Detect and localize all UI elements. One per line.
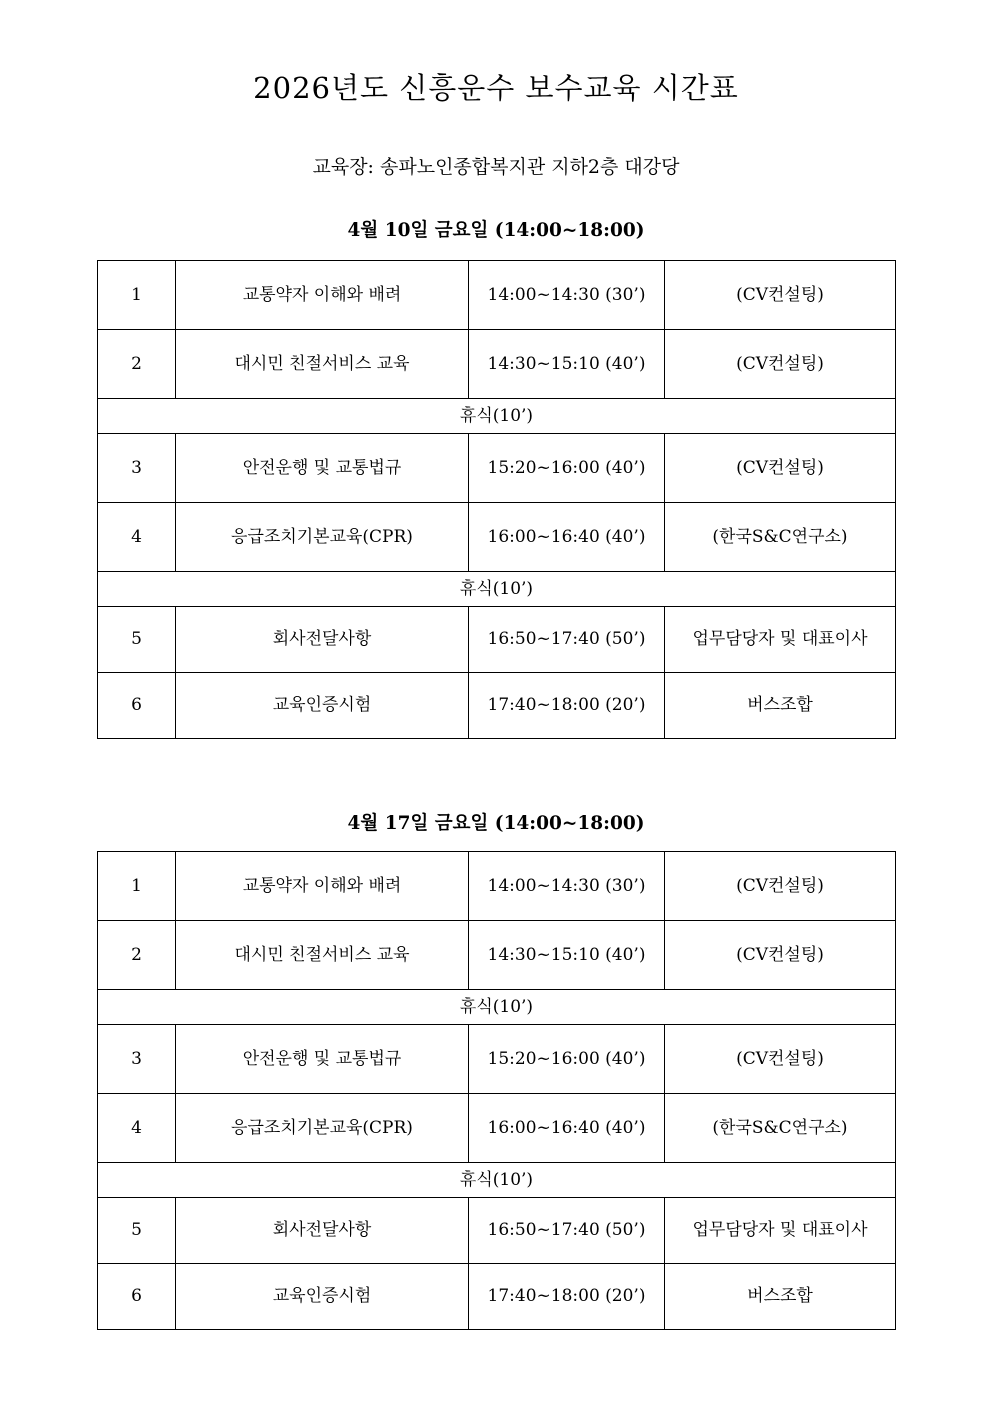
row-number: 2 — [98, 330, 176, 399]
table-row — [98, 1198, 896, 1264]
course-title: 안전운행 및 교통법규 — [176, 1025, 469, 1094]
break-label: 휴식(10’) — [98, 990, 896, 1025]
break-label: 휴식(10’) — [98, 572, 896, 607]
table-row — [98, 921, 896, 990]
course-time: 17:40~18:00 (20’) — [469, 1264, 665, 1330]
schedule-table-1 — [97, 260, 896, 739]
table-row — [98, 673, 896, 739]
course-title: 회사전달사항 — [176, 1198, 469, 1264]
table-row — [98, 434, 896, 503]
break-row — [98, 990, 896, 1025]
course-instructor: (CV컨설팅) — [665, 434, 896, 503]
break-label: 휴식(10’) — [98, 399, 896, 434]
row-number: 4 — [98, 503, 176, 572]
break-row — [98, 1163, 896, 1198]
course-time: 15:20~16:00 (40’) — [469, 434, 665, 503]
course-instructor: 업무담당자 및 대표이사 — [665, 1198, 896, 1264]
row-number: 3 — [98, 1025, 176, 1094]
row-number: 2 — [98, 921, 176, 990]
course-instructor: (한국S&C연구소) — [665, 1094, 896, 1163]
course-time: 16:50~17:40 (50’) — [469, 1198, 665, 1264]
course-title: 응급조치기본교육(CPR) — [176, 1094, 469, 1163]
table-row — [98, 1264, 896, 1330]
course-time: 15:20~16:00 (40’) — [469, 1025, 665, 1094]
table-row — [98, 503, 896, 572]
course-title: 대시민 친절서비스 교육 — [176, 921, 469, 990]
break-row — [98, 572, 896, 607]
break-row — [98, 399, 896, 434]
course-instructor: 업무담당자 및 대표이사 — [665, 607, 896, 673]
row-number: 3 — [98, 434, 176, 503]
document-title: 2026년도 신흥운수 보수교육 시간표 — [253, 71, 739, 105]
course-title: 대시민 친절서비스 교육 — [176, 330, 469, 399]
table-row — [98, 330, 896, 399]
course-time: 16:00~16:40 (40’) — [469, 1094, 665, 1163]
course-time: 14:30~15:10 (40’) — [469, 330, 665, 399]
schedule-table-2 — [97, 851, 896, 1330]
course-instructor: 버스조합 — [665, 673, 896, 739]
break-label: 휴식(10’) — [98, 1163, 896, 1198]
course-title: 교육인증시험 — [176, 1264, 469, 1330]
session-heading-1: 4월 10일 금요일 (14:00~18:00) — [347, 220, 645, 241]
course-instructor: (CV컨설팅) — [665, 852, 896, 921]
row-number: 4 — [98, 1094, 176, 1163]
course-instructor: (CV컨설팅) — [665, 330, 896, 399]
table-row — [98, 607, 896, 673]
table-row — [98, 261, 896, 330]
course-time: 16:50~17:40 (50’) — [469, 607, 665, 673]
course-title: 교통약자 이해와 배려 — [176, 852, 469, 921]
course-instructor: (CV컨설팅) — [665, 261, 896, 330]
row-number: 6 — [98, 673, 176, 739]
table-row — [98, 852, 896, 921]
course-time: 14:00~14:30 (30’) — [469, 261, 665, 330]
education-location: 교육장: 송파노인종합복지관 지하2층 대강당 — [312, 156, 680, 178]
course-instructor: 버스조합 — [665, 1264, 896, 1330]
course-time: 14:30~15:10 (40’) — [469, 921, 665, 990]
course-instructor: (CV컨설팅) — [665, 1025, 896, 1094]
table-row — [98, 1025, 896, 1094]
course-instructor: (한국S&C연구소) — [665, 503, 896, 572]
course-title: 교육인증시험 — [176, 673, 469, 739]
row-number: 1 — [98, 852, 176, 921]
row-number: 6 — [98, 1264, 176, 1330]
course-title: 응급조치기본교육(CPR) — [176, 503, 469, 572]
course-title: 교통약자 이해와 배려 — [176, 261, 469, 330]
row-number: 1 — [98, 261, 176, 330]
course-title: 안전운행 및 교통법규 — [176, 434, 469, 503]
row-number: 5 — [98, 1198, 176, 1264]
course-time: 17:40~18:00 (20’) — [469, 673, 665, 739]
course-instructor: (CV컨설팅) — [665, 921, 896, 990]
row-number: 5 — [98, 607, 176, 673]
course-title: 회사전달사항 — [176, 607, 469, 673]
session-heading-2: 4월 17일 금요일 (14:00~18:00) — [347, 813, 645, 834]
table-row — [98, 1094, 896, 1163]
course-time: 16:00~16:40 (40’) — [469, 503, 665, 572]
course-time: 14:00~14:30 (30’) — [469, 852, 665, 921]
